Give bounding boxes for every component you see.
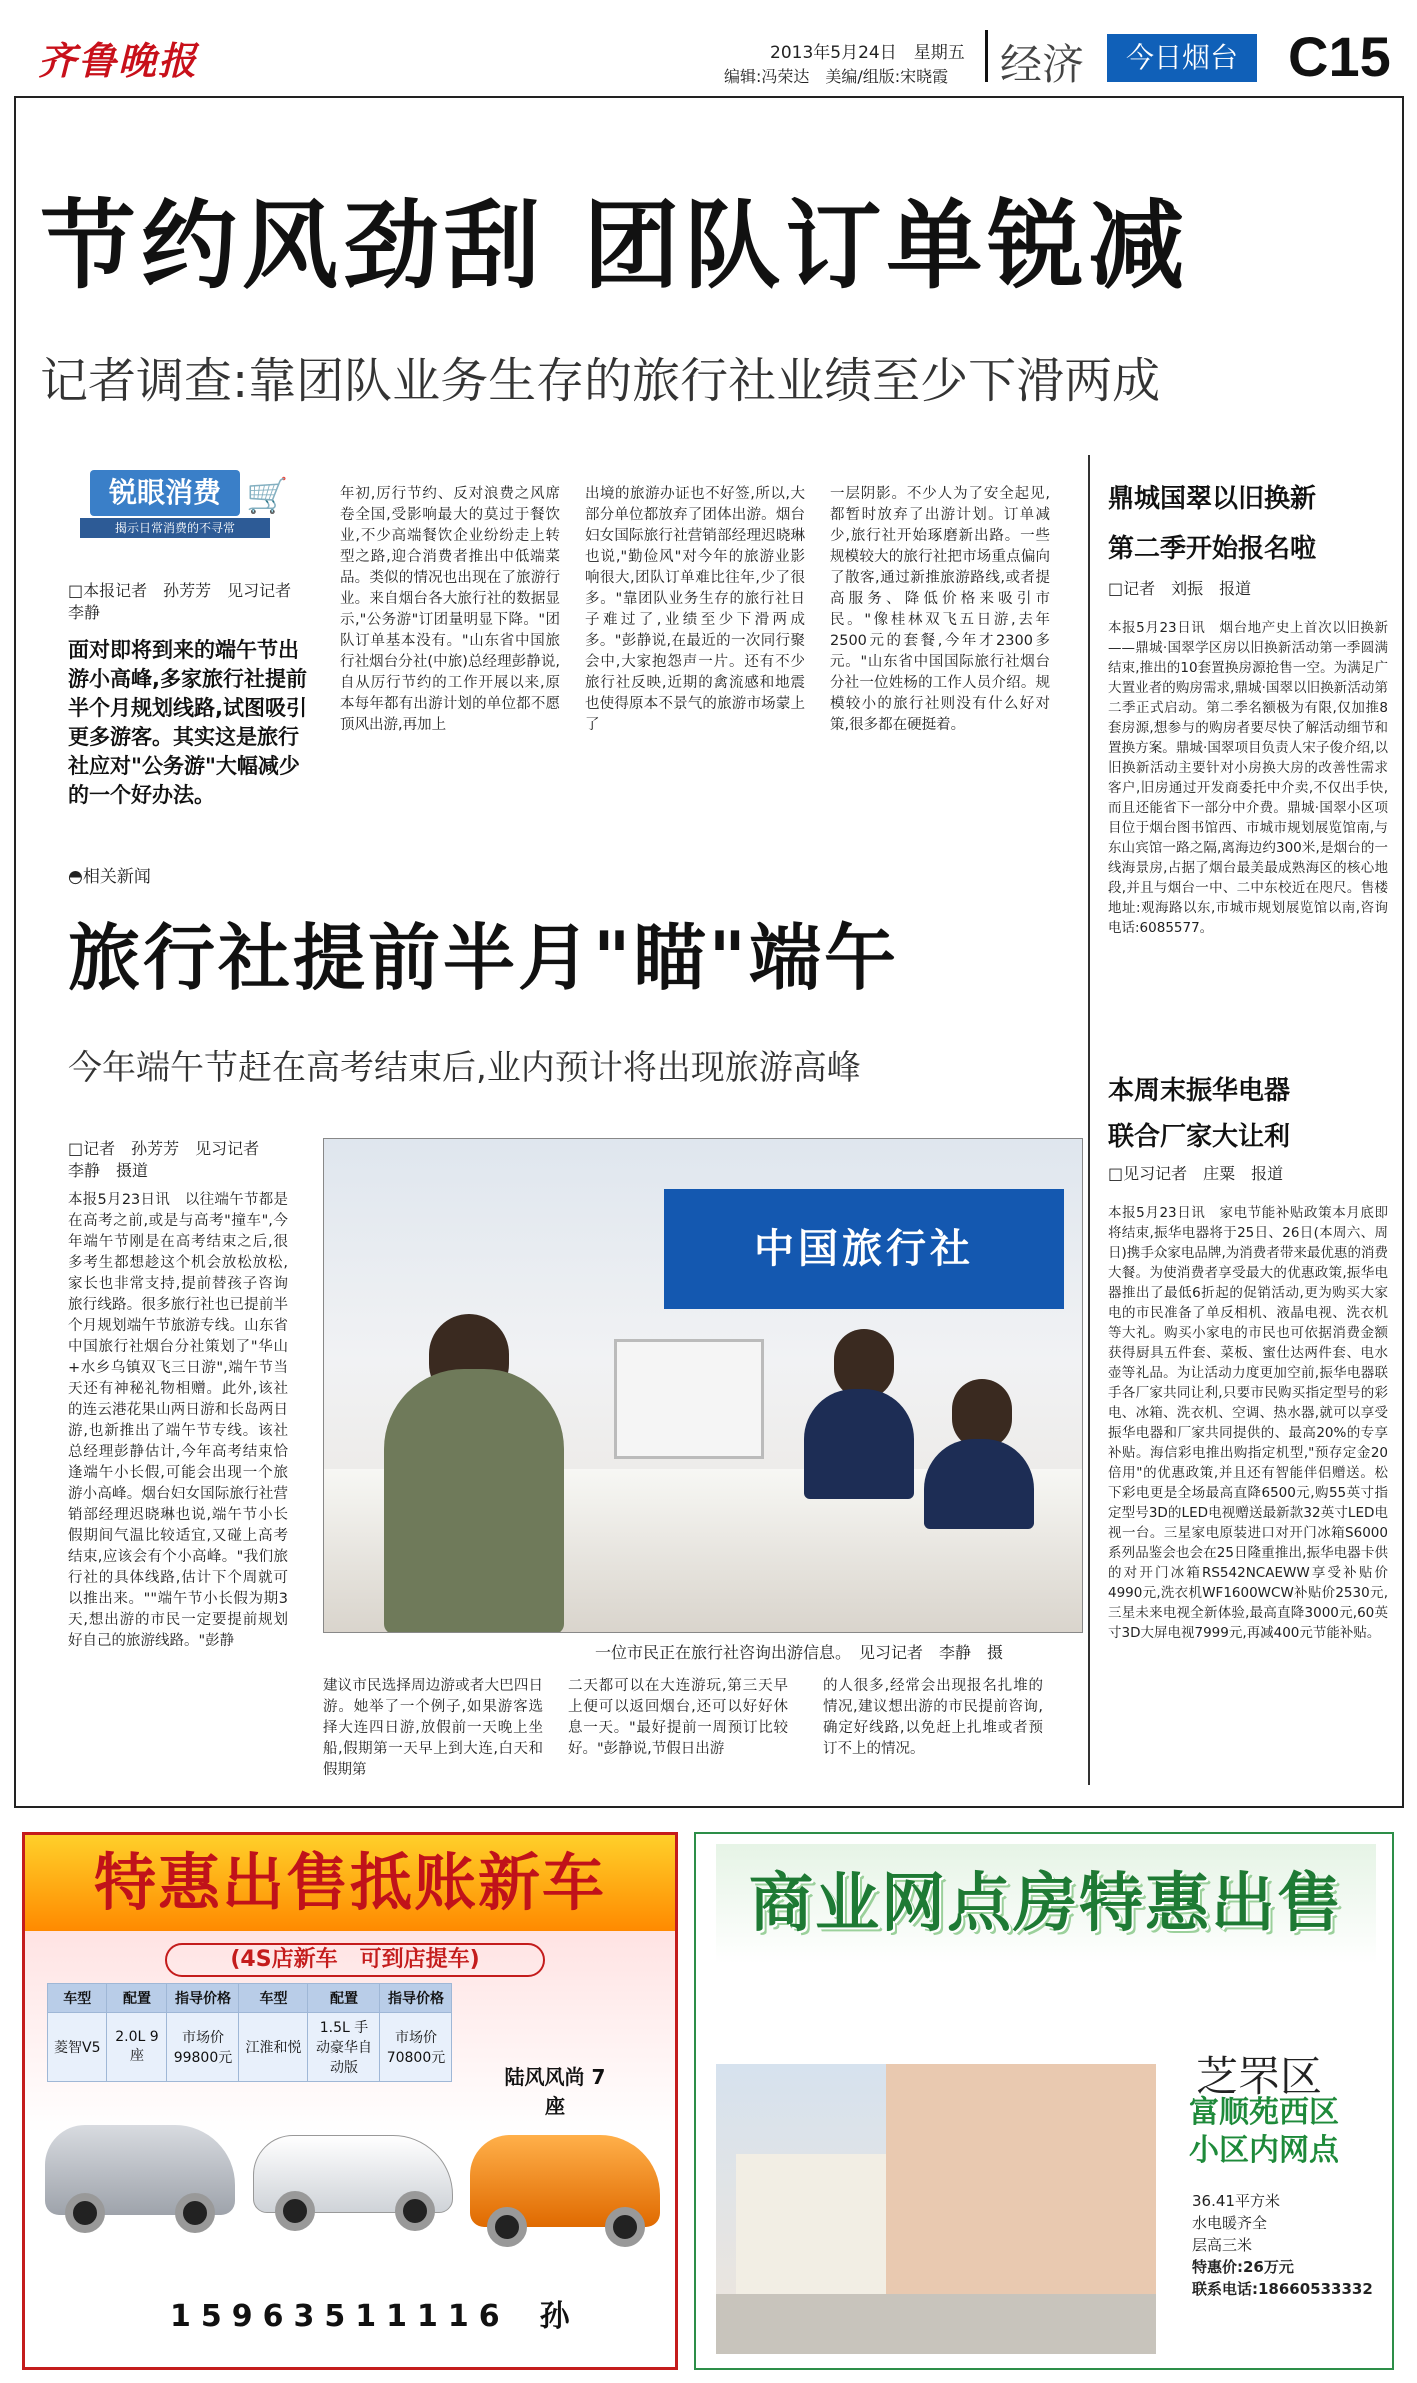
edition-tag: 今日烟台	[1107, 34, 1257, 82]
sidebar-story1-title-1: 鼎城国翠以旧换新	[1108, 484, 1317, 514]
property-name: 富顺苑西区 小区内网点	[1189, 2095, 1339, 2168]
main-subheadline: 记者调查:靠团队业务生存的旅行社业绩至少下滑两成	[40, 353, 1161, 409]
spec-area: 36.41平方米	[1192, 2192, 1280, 2210]
car3-model: 陆风风尚 7座	[504, 2065, 606, 2118]
spec-utilities: 水电暖齐全	[1192, 2214, 1268, 2232]
shopping-cart-icon: 🛒	[246, 476, 289, 516]
sidebar-story2-title-2: 联合厂家大让利	[1108, 1122, 1291, 1152]
car2-config: 1.5L 手动豪华自动版	[308, 2013, 380, 2082]
main-byline: □本报记者 孙芳芳 见习记者 李静	[68, 581, 308, 622]
car1-model: 菱智V5	[48, 2013, 107, 2082]
spec-price: 特惠价:26万元	[1192, 2258, 1294, 2276]
main-column-3: 出境的旅游办证也不好签,所以,大部分单位都放弃了团体出游。烟台妇女国际旅行社营销部经理迟晓琳也说,"勤俭风"对今年的旅游业影响很大,团队订单难比往年,少了很多。"靠团队业务生存的旅行社日子难过了,业绩至少下滑两成多。"彭静说,在最近的一次同行聚会中,大家抱怨声一片。还有不少旅行社反映,近期的禽流感和地震也使得原本不景气的旅游市场蒙上了	[585, 486, 805, 733]
sedan-wheel	[275, 2191, 315, 2231]
property-sale-ad	[694, 1832, 1394, 2370]
main-headline: 节约风劲刮 团队订单锐减	[40, 190, 1190, 302]
sidebar-story2-title-1: 本周末振华电器	[1108, 1076, 1291, 1106]
computer-monitor	[614, 1339, 764, 1459]
car-ad-headline: 特惠出售抵账新车	[25, 1835, 675, 1931]
sidebar-story1-byline: □记者 刘振 报道	[1108, 579, 1252, 598]
contact-surname: 孙	[539, 2299, 570, 2334]
customer	[384, 1369, 564, 1633]
sidebar-story2-body: 本报5月23日讯 家电节能补贴政策本月底即将结束,振华电器将于25日、26日(本周六、周日)携手众家电品牌,为消费者带来最优惠的消费大餐。为使消费者享受最大的优惠政策,振华电器推出了最低6折起的促销活动,更为购买大家电的市民准备了单反相机、液晶电视、洗衣机等大礼。购买小家电的市民也可依据消费金额获得厨具五件套、菜板、蜜仕达两件套、电水壶等礼品。为让活动力度更加空前,振华电器联手各厂家共同让利,只要市民购买指定型号的彩电、冰箱、洗衣机、空调、热水器,就可以享受振华电器和厂家共同提供的、最高20%的专享补贴。海信彩电推出购指定机型,"预存定金20倍用"的优惠政策,并且还有智能伴侣赠送。松下彩电更是全场最高直降6500元,购55英寸指定型号3D的LED电视赠送最新款32英寸LED电视一台。三星家电原装进口对开门冰箱S6000系列品鉴会也会在25日隆重推出,振华电器卡供的对开门冰箱RS542NCAEWW享受补贴价4990元,洗衣机WF1600WCW补贴价2530元,三星未来电视全新体验,最高直降3000元,60英寸3D大屏电视7999元,再减400元节能补贴。	[1108, 1205, 1388, 1641]
header-config: 配置	[107, 1984, 167, 2013]
related-label-text: 相关新闻	[82, 867, 151, 887]
car-ad-phone	[25, 2267, 675, 2367]
related-news-label: ◓相关新闻	[68, 867, 151, 887]
badge-subtitle: 揭示日常消费的不寻常	[80, 518, 270, 538]
travel-agency-photo	[323, 1138, 1083, 1633]
agency-sign: 中国旅行社	[664, 1189, 1064, 1309]
related-bottom-col-3: 的人很多,经常会出现报名扎堆的情况,建议想出游的市民提前咨询,确定好线路,以免赶上扎堆或者预订不上的情况。	[823, 1678, 1043, 1757]
sidebar-rule	[1088, 455, 1090, 1785]
building-left	[736, 2154, 886, 2304]
property-district: 芝罘区	[1196, 2052, 1323, 2101]
sidebar-story1-body: 本报5月23日讯 烟台地产史上首次以旧换新——鼎城·国翠学区房以旧换新活动第一季圆满结束,推出的10套置换房源抢售一空。为满足广大置业者的购房需求,鼎城·国翠以旧换新活动第二季正式启动。第二季名额极为有限,仅加推8套房源,想参与的购房者要尽快了解活动细节和置换方案。鼎城·国翠项目负责人宋子俊介绍,以旧换新活动主要针对小房换大房的改善性需求客户,旧房通过开发商委托中介卖,不仅出手快,而且还能省下一部分中介费。鼎城·国翠小区项目位于烟台图书馆西、市城市规划展览馆南,与东山宾馆一路之隔,离海边约300米,是烟台的一线海景房,占据了烟台最美最成熟海区的核心地段,并且与烟台一中、二中东校近在咫尺。售楼地址:观海路以东,市城市规划展览馆以南,咨询电话:6085577。	[1108, 620, 1388, 936]
mpv-wheel	[605, 2207, 645, 2247]
mpv-wheel	[487, 2207, 527, 2247]
main-column-2: 年初,厉行节约、反对浪费之风席卷全国,受影响最大的莫过于餐饮业,不少高端餐饮企业纷纷走上转型之路,迎合消费者推出中低端菜品。类似的情况也出现在了旅游行业。来自烟台各大旅行社的数据显示,"公务游"订团量明显下降。"团队订单基本没有。"山东省中国旅行社烟台分社(中旅)总经理彭静说,自从厉行节约的工作开展以来,原本每年都有出游计划的单位都不愿顶风出游,再加上	[340, 486, 560, 733]
car-price-table	[47, 1983, 452, 2082]
car2-model: 江淮和悦	[239, 2013, 308, 2082]
newspaper-logo: 齐鲁晚报	[38, 38, 199, 83]
spec-phone: 联系电话:18660533332	[1192, 2280, 1373, 2298]
header-price-2: 指导价格	[380, 1984, 452, 2013]
column-badge	[80, 470, 290, 540]
van-wheel	[65, 2193, 105, 2233]
related-bottom-col-2: 二天都可以在大连游玩,第三天早上便可以返回烟台,还可以好好休息一天。"最好提前一周预订比较好。"彭静说,节假日出游	[568, 1678, 788, 1757]
spec-height: 层高三米	[1192, 2236, 1253, 2254]
main-lede: 面对即将到来的端午节出游小高峰,多家旅行社提前半个月规划线路,试图吸引更多游客。其实这是旅行社应对"公务游"大幅减少的一个好办法。	[68, 638, 307, 807]
page-number: C15	[1288, 25, 1391, 88]
phone-number: 15963511116	[170, 2299, 510, 2334]
main-column-4: 一层阴影。不少人为了安全起见,都暂时放弃了出游计划。订单减少,旅行社开始琢磨新出路。一些规模较大的旅行社把市场重点偏向了散客,通过新推旅游路线,或者提高服务、降低价格来吸引市民。"像桂林双飞五日游,去年2500元的套餐,今年才2300多元。"山东省中国国际旅行社烟台分社一位姓杨的工作人员介绍。规模较小的旅行社则没有什么好对策,很多都在硬挺着。	[830, 486, 1050, 733]
car-ad-tagline: (4S店新车 可到店提车)	[165, 1943, 545, 1977]
related-subheadline: 今年端午节赶在高考结束后,业内预计将出现旅游高峰	[68, 1048, 861, 1088]
car1-price: 市场价 99800元	[167, 2013, 239, 2082]
building-right	[886, 2064, 1156, 2294]
header-model-2: 车型	[239, 1984, 308, 2013]
staff-2	[924, 1439, 1034, 1529]
street	[716, 2294, 1156, 2354]
building-photo	[716, 2064, 1156, 2354]
section-divider	[985, 30, 988, 82]
section-name: 经济	[1000, 40, 1085, 89]
badge-title: 锐眼消费	[90, 470, 240, 516]
sedan-wheel	[395, 2191, 435, 2231]
editor-line: 编辑:冯荣达 美编/组版:宋晓霞	[724, 67, 949, 86]
car2-price: 市场价 70800元	[380, 2013, 452, 2082]
car-sale-ad	[22, 1832, 678, 2370]
photo-caption: 一位市民正在旅行社咨询出游信息。 见习记者 李静 摄	[595, 1643, 1004, 1662]
property-specs	[1192, 2190, 1373, 2300]
header-model: 车型	[48, 1984, 107, 2013]
car1-config: 2.0L 9座	[107, 2013, 167, 2082]
property-ad-headline: 商业网点房特惠出售	[716, 1844, 1376, 1964]
van-wheel	[175, 2193, 215, 2233]
sidebar-story2-byline: □见习记者 庄粟 报道	[1108, 1164, 1284, 1183]
related-bottom-col-1: 建议市民选择周边游或者大巴四日游。她举了一个例子,如果游客选择大连四日游,放假前一天晚上坐船,假期第一天早上到大连,白天和假期第	[323, 1678, 543, 1778]
related-headline: 旅行社提前半月"瞄"端午	[68, 916, 900, 1000]
related-column-1: 本报5月23日讯 以往端午节都是在高考之前,或是与高考"撞车",今年端午节刚是在高考结束之后,很多考生都想趁这个机会放松放松,家长也非常支持,提前替孩子咨询旅行线路。很多旅行社也已提前半个月规划端午节旅游专线。山东省中国旅行社烟台分社策划了"华山+水乡乌镇双飞三日游",端午节当天还有神秘礼物相赠。此外,该社的连云港花果山两日游和长岛两日游,也新推出了端午节专线。该社总经理彭静估计,今年高考结束恰逢端午小长假,可能会出现一个旅游小高峰。烟台妇女国际旅行社营销部经理迟晓琳也说,端午节小长假期间气温比较适宜,又碰上高考结束,应该会有个小高峰。"我们旅行社的具体线路,估计下个周就可以推出来。""端午节小长假为期3天,想出游的市民一定要提前规划好自己的旅游线路。"彭静	[68, 1192, 288, 1649]
header-price: 指导价格	[167, 1984, 239, 2013]
header-config-2: 配置	[308, 1984, 380, 2013]
date-line: 2013年5月24日 星期五	[770, 43, 965, 63]
staff-1	[804, 1389, 914, 1499]
related-byline: □记者 孙芳芳 见习记者 李静 摄道	[68, 1139, 276, 1180]
sidebar-story1-title-2: 第二季开始报名啦	[1108, 534, 1317, 564]
